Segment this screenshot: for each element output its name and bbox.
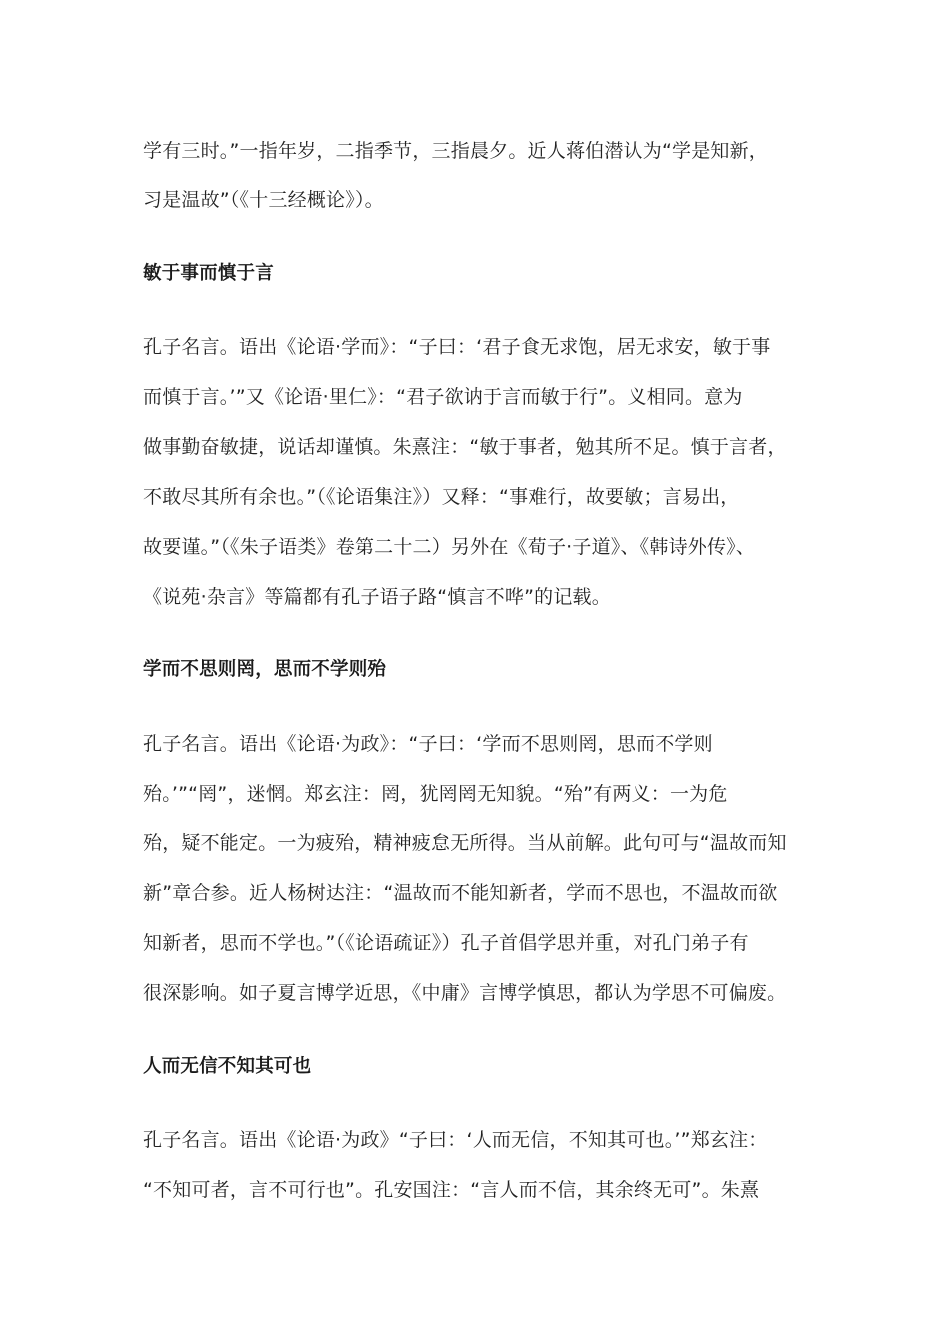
paragraph-line: 习是温故”（《十三经概论》）。 — [143, 189, 384, 211]
paragraph-line: 很深影响。如子夏言博学近思，《中庸》言博学慎思，都认为学思不可偏废。 — [143, 982, 787, 1004]
paragraph-line: 不敢尽其所有余也。”（《论语集注》）又释：“事难行，故要敏；言易出， — [143, 486, 740, 508]
paragraph-line: 新”章合参。近人杨树达注：“温故而不能知新者，学而不思也，不温故而欲 — [143, 882, 778, 904]
section-heading: 敏于事而慎于言 — [143, 263, 274, 284]
section-heading: 人而无信不知其可也 — [143, 1056, 312, 1077]
paragraph-line: 而慎于言。’”又《论语·里仁》：“君子欲讷于言而敏于行”。义相同。意为 — [143, 386, 743, 408]
paragraph-line: 学有三时。”一指年岁，二指季节，三指晨夕。近人蒋伯潜认为“学是知新， — [143, 140, 768, 162]
paragraph-line: “不知可者，言不可行也”。孔安国注：“言人而不信，其余终无可”。朱熹 — [143, 1179, 760, 1201]
paragraph-line: 知新者，思而不学也。”（《论语疏证》）孔子首倡学思并重，对孔门弟子有 — [143, 932, 749, 954]
paragraph-line: 做事勤奋敏捷，说话却谨慎。朱熹注：“敏于事者，勉其所不足。慎于言者， — [143, 436, 787, 458]
paragraph-line: 孔子名言。语出《论语·为政》：“子曰：‘学而不思则罔，思而不学则 — [143, 733, 713, 755]
paragraph-line: 《说苑·杂言》等篇都有孔子语子路“慎言不哗”的记载。 — [143, 586, 611, 608]
paragraph-line: 殆，疑不能定。一为疲殆，精神疲怠无所得。当从前解。此句可与“温故而知 — [143, 832, 787, 854]
section-heading: 学而不思则罔，思而不学则殆 — [143, 659, 387, 680]
paragraph-line: 孔子名言。语出《论语·学而》：“子曰：‘君子食无求饱，居无求安，敏于事 — [143, 336, 771, 358]
paragraph-line: 故要谨。”（《朱子语类》卷第二十二）另外在《荀子·子道》、《韩诗外传》、 — [143, 536, 756, 558]
paragraph-line: 孔子名言。语出《论语·为政》“子曰：‘人而无信，不知其可也。’”郑玄注： — [143, 1129, 768, 1151]
paragraph-line: 殆。’”“罔”，迷惘。郑玄注：罔，犹罔罔无知貌。“殆”有两义：一为危 — [143, 783, 728, 805]
